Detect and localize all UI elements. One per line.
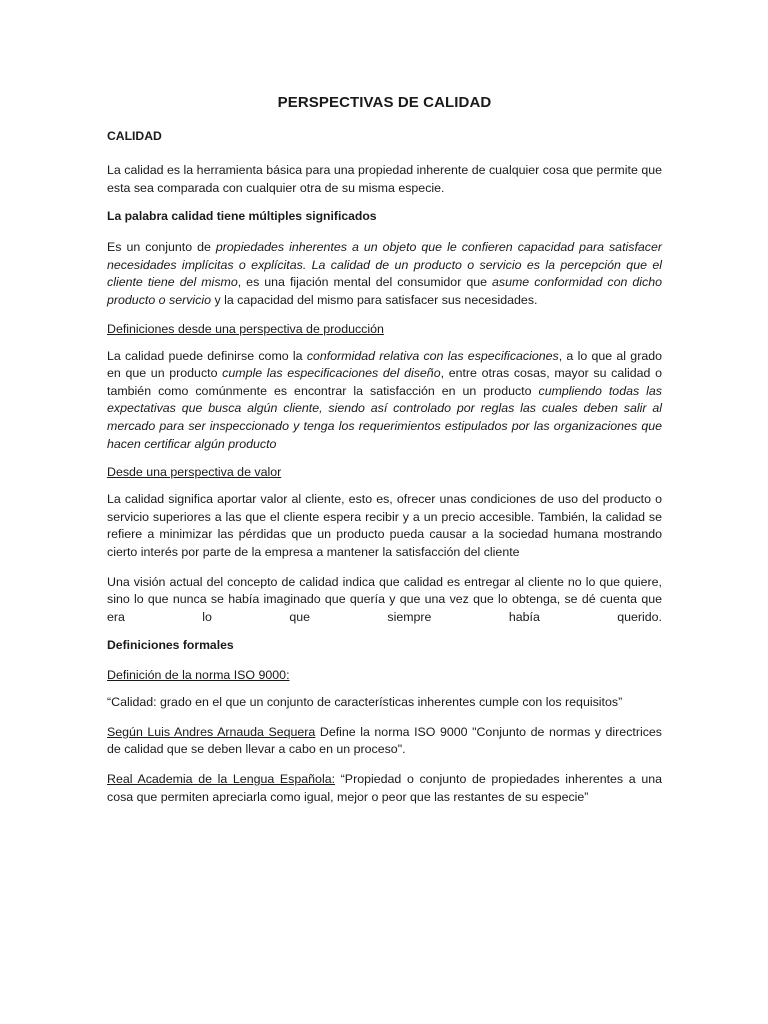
paragraph-iso-quote: “Calidad: grado en el que un conjunto de características inherentes cumple con los requisitos” <box>107 695 623 710</box>
section-heading-calidad: CALIDAD <box>107 129 162 143</box>
italic-span: propiedades inherentes a un objeto que le confieren capacidad para satisfacer necesidades implícitas o explícitas. La calidad de un producto o servicio es la percepción que el cliente tiene del mismo <box>107 240 663 290</box>
text-span: y la capacidad del mismo para satisfacer sus necesidades. <box>211 292 538 307</box>
text-span: , es una fijación mental del consumidor que <box>237 275 492 290</box>
paragraph-vision: Una visión actual del concepto de calidad indica que calidad es entregar al cliente no lo que quiere, sino lo que nunca se había imaginado que quería y que una vez que lo obtenga, se dé cuenta que era lo que siempre había querido. <box>107 574 662 624</box>
text-span: , entre otras cosas, mayor su calidad o también como comúnmente es encontrar la satisfacción en un producto <box>107 366 663 398</box>
page-title: PERSPECTIVAS DE CALIDAD <box>277 94 492 111</box>
text-span: Define la norma ISO 9000 "Conjunto de normas y directrices de calidad que se deben llevar a cabo en un proceso". <box>107 724 662 757</box>
italic-span: cumple las especificaciones del diseño <box>222 366 441 381</box>
italic-span: asume conformidad con dicho producto o servicio <box>107 275 662 307</box>
source-name: Real Academia de la Lengua Española: <box>107 772 336 787</box>
paragraph-valor: La calidad significa aportar valor al cliente, esto es, ofrecer unas condiciones de uso del producto o servicio superiores a las que el cliente espera recibir y a un precio accesible. También, la calidad se refiere a minimizar las pérdidas que un producto pueda causar a la sociedad humana mostrando cierto interés por parte de la empresa a mantener la satisfacción del cliente <box>107 492 662 559</box>
text-span: Es un conjunto de <box>107 240 216 255</box>
subheading-iso: Definición de la norma ISO 9000: <box>107 668 290 683</box>
author-name: Según Luis Andres Arnauda Sequera <box>107 724 316 739</box>
paragraph-arnauda <box>107 724 662 759</box>
section-heading-formales: Definiciones formales <box>107 638 234 653</box>
text-span: “Propiedad o conjunto de propiedades inherentes a una cosa que permiten apreciarla como igual, mejor o peor que las restantes de su especie” <box>107 772 662 804</box>
text-span: La calidad puede definirse como la <box>107 348 307 363</box>
italic-span: conformidad relativa con las especificaciones <box>306 348 559 363</box>
subheading-valor: Desde una perspectiva de valor <box>107 465 282 480</box>
subheading-produccion: Definiciones desde una perspectiva de producción <box>107 321 384 336</box>
paragraph-produccion <box>107 348 662 454</box>
paragraph-significados <box>107 239 662 309</box>
italic-span: cumpliendo todas las expectativas que busca algún cliente <box>107 383 662 416</box>
paragraph-rae <box>107 771 662 806</box>
paragraph-intro: La calidad es la herramienta básica para una propiedad inherente de cualquier cosa que permite que esta sea comparada con cualquier otra de su misma especie. <box>107 163 662 195</box>
text-span: , a lo que al grado en que un producto <box>107 348 662 381</box>
italic-span: , siendo así controlado por reglas las cuales deben salir al mercado para ser inspeccionado y tenga los requerimientos estipulados por las organizaciones que hacen certificar algún producto <box>107 401 662 451</box>
section-heading-significados: La palabra calidad tiene múltiples significados <box>107 209 377 224</box>
